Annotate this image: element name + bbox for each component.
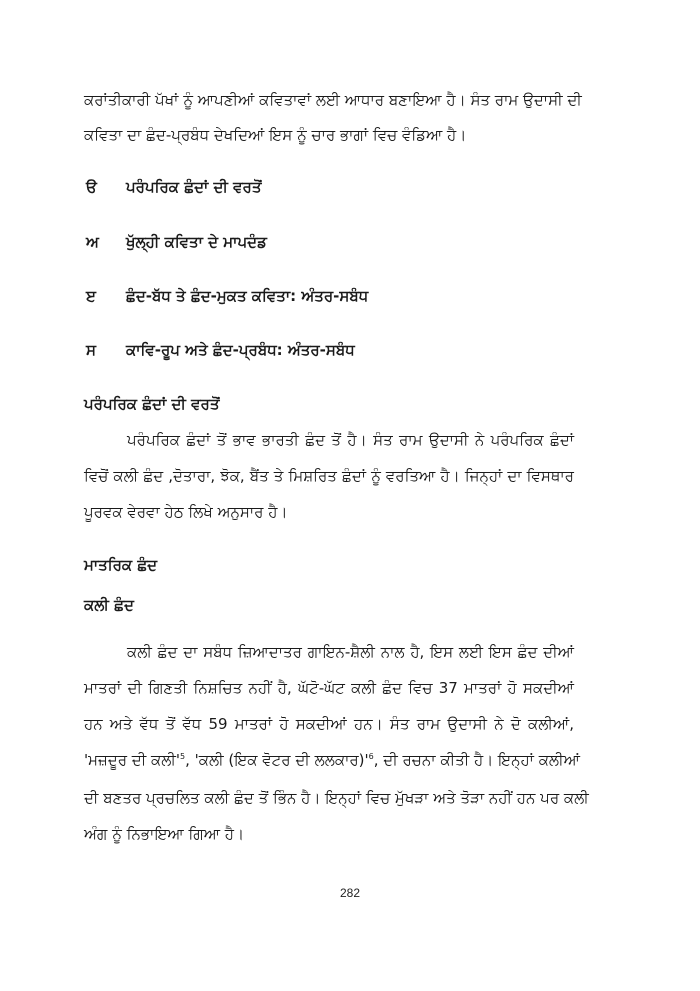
list-label: ਅ (86, 233, 99, 251)
page-number: 282 (339, 886, 361, 900)
paragraph-line: ਪਰੰਪਰਿਕ ਛੰਦਾਂ ਤੋਂ ਭਾਵ ਭਾਰਤੀ ਛੰਦ ਤੋਂ ਹੈ। ਸੰਤ ਰਾਮ ਉਦਾਸੀ ਨੇ ਪਰੰਪਰਿਕ ਛੰਦਾਂ (127, 431, 574, 449)
footnote-ref[interactable]: 5 (180, 752, 186, 761)
quoted-title: 'ਮਜ਼ਦੂਰ ਦੀ ਕਲੀ' (84, 751, 180, 769)
list-label: ੲ (86, 287, 96, 305)
list-text: ਕਾਵਿ-ਰੂਪ ਅਤੇ ਛੰਦ-ਪ੍ਰਬੰਧ: ਅੰਤਰ-ਸਬੰਧ (126, 341, 355, 359)
section-list-item (86, 286, 368, 306)
text: , ਦੀ ਰਚਨਾ ਕੀਤੀ ਹੈ। ਇਨ੍ਹਾਂ ਕਲੀਆਂ (373, 751, 580, 769)
section-list-item (86, 340, 355, 360)
list-text: ਖੁੱਲ੍ਹੀ ਕਵਿਤਾ ਦੇ ਮਾਪਦੰਡ (126, 233, 267, 251)
paragraph-line: ਮਾਤਰਾਂ ਦੀ ਗਿਣਤੀ ਨਿਸ਼ਚਿਤ ਨਹੀਂ ਹੈ, ਘੱਟੋ-ਘੱਟ ਕਲੀ ਛੰਦ ਵਿਚ 37 ਮਾਤਰਾਂ ਹੋ ਸਕਦੀਆਂ (84, 679, 574, 697)
section-heading: ਪਰੰਪਰਿਕ ਛੰਦਾਂ ਦੀ ਵਰਤੋਂ (84, 395, 220, 413)
paragraph-line: ਹਨ ਅਤੇ ਵੱਧ ਤੋਂ ਵੱਧ 59 ਮਾਤਰਾਂ ਹੋ ਸਕਦੀਆਂ ਹਨ। ਸੰਤ ਰਾਮ ਉਦਾਸੀ ਨੇ ਦੋ ਕਲੀਆਂ, (84, 715, 574, 733)
quoted-title: , 'ਕਲੀ (ਇਕ ਵੋਟਰ ਦੀ ਲਲਕਾਰ)' (185, 751, 369, 769)
subheading-matrik-chhand: ਮਾਤਰਿਕ ਛੰਦ (84, 556, 158, 574)
paragraph-line-with-footnotes (84, 750, 580, 770)
paragraph-line: ਵਿਚੋਂ ਕਲੀ ਛੰਦ ,ਦੋਤਾਰਾ, ਝੋਕ, ਬੈਂਤ ਤੇ ਮਿਸ਼ਰਿਤ ਛੰਦਾਂ ਨੂੰ ਵਰਤਿਆ ਹੈ। ਜਿਨ੍ਹਾਂ ਦਾ ਵਿਸਥਾਰ (84, 467, 574, 485)
paragraph-line: ਕਲੀ ਛੰਦ ਦਾ ਸਬੰਧ ਜ਼ਿਆਦਾਤਰ ਗਾਇਨ-ਸ਼ੈਲੀ ਨਾਲ ਹੈ, ਇਸ ਲਈ ਇਸ ਛੰਦ ਦੀਆਂ (127, 643, 574, 661)
section-list-item (86, 232, 267, 252)
list-text: ਛੰਦ-ਬੱਧ ਤੇ ਛੰਦ-ਮੁਕਤ ਕਵਿਤਾ: ਅੰਤਰ-ਸਬੰਧ (126, 287, 369, 305)
list-label: ੳ (86, 178, 97, 196)
footnote-ref[interactable]: 6 (368, 752, 374, 761)
paragraph-line: ਪੂਰਵਕ ਵੇਰਵਾ ਹੇਠ ਲਿਖੇ ਅਨੁਸਾਰ ਹੈ। (84, 503, 288, 521)
paragraph-line: ਦੀ ਬਣਤਰ ਪ੍ਰਚਲਿਤ ਕਲੀ ਛੰਦ ਤੋਂ ਭਿੰਨ ਹੈ। ਇਨ੍ਹਾਂ ਵਿਚ ਮੁੱਖੜਾ ਅਤੇ ਤੋੜਾ ਨਹੀਂ ਹਨ ਪਰ ਕਲੀ (84, 789, 589, 807)
subheading-kali-chhand: ਕਲੀ ਛੰਦ (84, 596, 134, 614)
section-list-item (86, 177, 261, 197)
paragraph-line: ਅੰਗ ਨੂੰ ਨਿਭਾਇਆ ਗਿਆ ਹੈ। (84, 825, 245, 843)
list-text: ਪਰੰਪਰਿਕ ਛੰਦਾਂ ਦੀ ਵਰਤੋਂ (126, 178, 262, 196)
intro-line-1: ਕਰਾਂਤੀਕਾਰੀ ਪੱਖਾਂ ਨੂੰ ਆਪਣੀਆਂ ਕਵਿਤਾਵਾਂ ਲਈ ਆਧਾਰ ਬਣਾਇਆ ਹੈ। ਸੰਤ ਰਾਮ ਉਦਾਸੀ ਦੀ (84, 91, 582, 109)
intro-line-2: ਕਵਿਤਾ ਦਾ ਛੰਦ-ਪ੍ਰਬੰਧ ਦੇਖਦਿਆਂ ਇਸ ਨੂੰ ਚਾਰ ਭਾਗਾਂ ਵਿਚ ਵੰਡਿਆ ਹੈ। (84, 126, 467, 144)
list-label: ਸ (86, 341, 96, 359)
